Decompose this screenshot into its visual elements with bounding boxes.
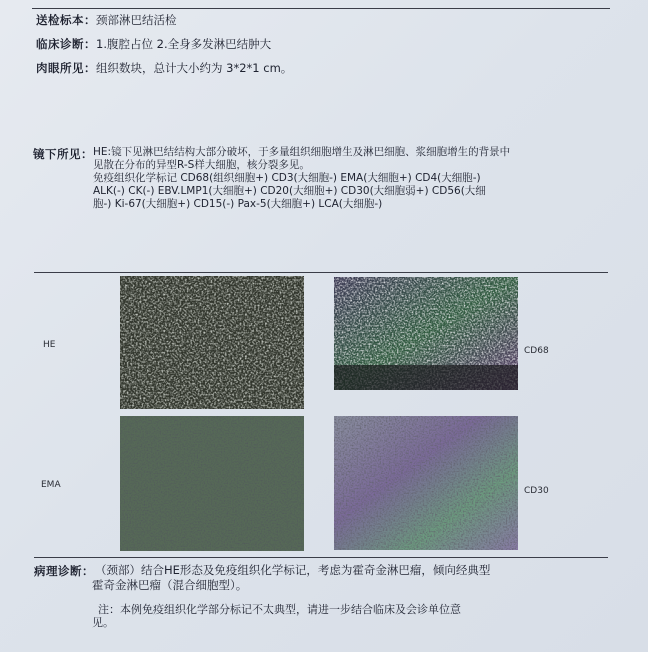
ema-micrograph-svg: [120, 416, 304, 551]
clinical-value: 1.腹腔占位 2.全身多发淋巴结肿大: [96, 37, 272, 51]
diagnosis-rule: [34, 557, 608, 558]
he-micrograph: [120, 276, 304, 409]
note-line-1: 注：本例免疫组织化学部分标记不太典型，请进一步结合临床及会诊单位意: [98, 603, 461, 616]
he-micrograph-svg: [120, 276, 304, 409]
he-caption: HE: [43, 340, 56, 350]
mid-rule: [34, 272, 608, 273]
cd30-micrograph-svg: [334, 416, 518, 550]
gross-row: [36, 60, 292, 76]
specimen-value: 颈部淋巴结活检: [96, 13, 177, 27]
diagnosis-line-2: 霍奇金淋巴瘤（混合细胞型）。: [92, 578, 248, 592]
specimen-row: [36, 12, 177, 28]
cd30-caption: CD30: [524, 486, 549, 496]
microscopy-line-3: 免疫组织化学标记 CD68(组织细胞+) CD3(大细胞-) EMA(大细胞+) CD4(大细胞-): [93, 172, 481, 184]
gross-label: 肉眼所见：: [36, 61, 96, 75]
top-rule: [32, 8, 610, 9]
cd68-caption: CD68: [524, 346, 549, 356]
specimen-label: 送检标本：: [36, 13, 96, 27]
ema-caption: EMA: [41, 480, 61, 490]
cd68-micrograph: [334, 277, 518, 390]
microscopy-label: 镜下所见：: [33, 147, 93, 161]
microscopy-line-2: 见散在分布的异型R-S样大细胞，核分裂多见。: [93, 159, 310, 171]
clinical-row: [36, 36, 271, 52]
diagnosis-label: 病理诊断：: [34, 564, 94, 578]
microscopy-line-1: HE:镜下见淋巴结结构大部分破坏，于多量组织细胞增生及淋巴细胞、浆细胞增生的背景中: [93, 146, 511, 158]
microscopy-line-5: 胞-) Ki-67(大细胞+) CD15(-) Pax-5(大细胞+) LCA(大细胞-): [93, 198, 383, 210]
ema-micrograph: [120, 416, 304, 551]
diagnosis-line-1: （颈部）结合HE形态及免疫组织化学标记，考虑为霍奇金淋巴瘤，倾向经典型: [95, 563, 491, 577]
microscopy-line-4: ALK(-) CK(-) EBV.LMP1(大细胞+) CD20(大细胞+) CD30(大细胞弱+) CD56(大细: [93, 185, 486, 197]
cd68-micrograph-svg: [334, 277, 518, 390]
clinical-label: 临床诊断：: [36, 37, 96, 51]
cd30-micrograph: [334, 416, 518, 550]
gross-value: 组织数块，总计大小约为 3*2*1 cm。: [96, 61, 293, 75]
note-line-2: 见。: [92, 616, 114, 629]
